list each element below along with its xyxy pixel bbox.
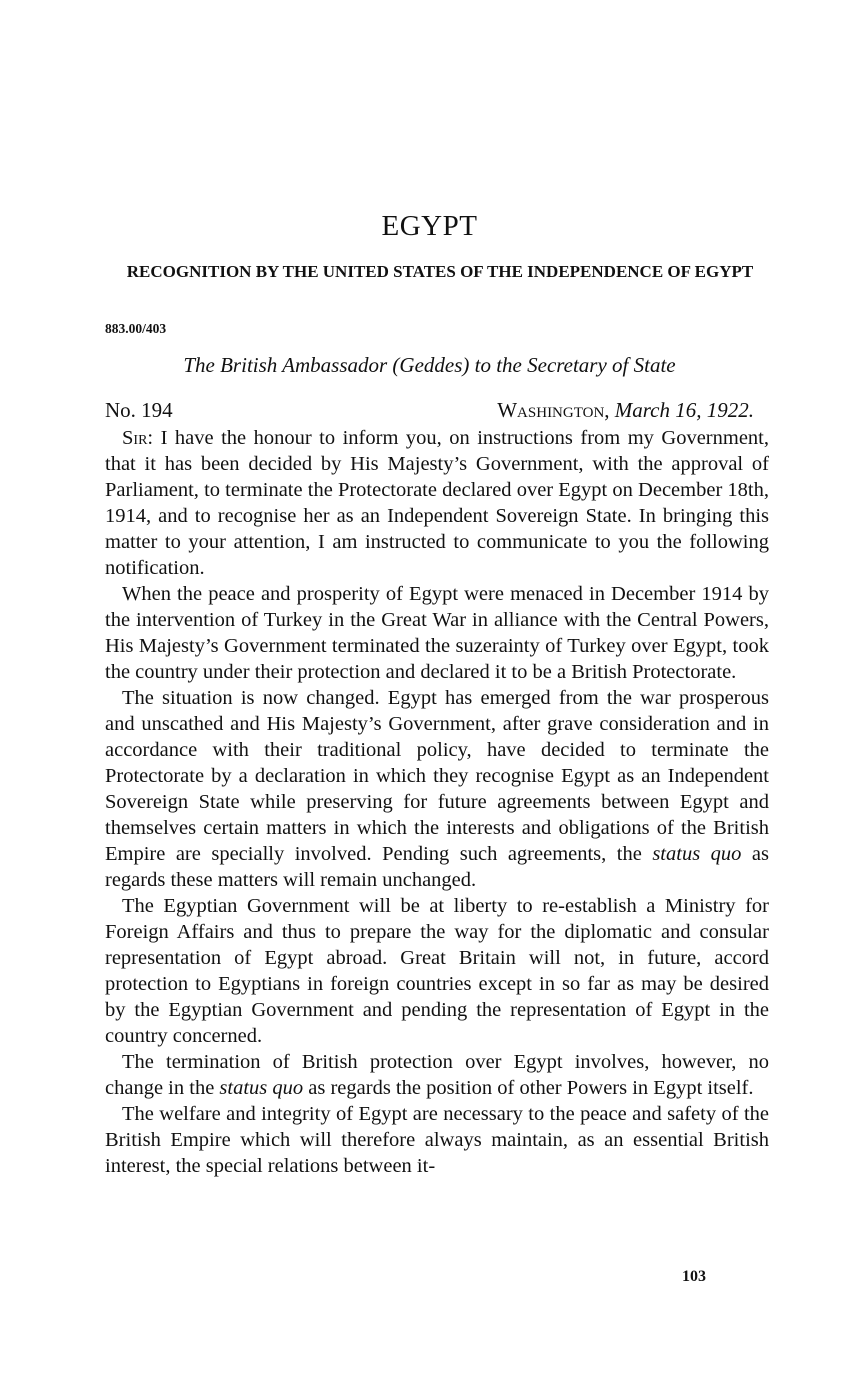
italic-phrase: status quo [219, 1077, 304, 1099]
document-subtitle: RECOGNITION BY THE UNITED STATES OF THE INDEPENDENCE OF EGYPT [126, 262, 754, 281]
salutation: Sir: [122, 427, 154, 449]
paragraph: The Egyptian Government will be at liberty to re-establish a Ministry for Foreign Affairs and thus to prepare the way for the diplomatic and consular representation of Egypt abroad. Great Britain will not, in future, accord protection to Egyptians in foreign countries except in so far as may be desired by the Egyptian Government and pending the representation of Egypt in the country concerned. [105, 895, 769, 1047]
paragraph-text: as regards these matters will remain unchanged. [105, 843, 769, 891]
paragraph-text: The termination of British protection over Egypt involves, however, no change in the [105, 1051, 769, 1099]
italic-phrase: status quo [652, 843, 742, 865]
dateline-date: March 16, 1922. [614, 398, 754, 422]
paragraph-text: The situation is now changed. Egypt has emerged from the war prosperous and unscathed and His Majesty’s Government, after grave consideration and in accordance with their traditional policy, have decided to terminate the Protectorate by a declaration in which they recognise Egypt as an Independent Sovereign State while preserving for future agreements between Egypt and themselves certain matters in which the interests and obligations of the British Empire are specially involved. Pending such agreements, the [105, 687, 769, 865]
file-number: 883.00/403 [105, 321, 167, 336]
paragraph [105, 425, 769, 581]
letter-number: No. 194 [105, 398, 173, 422]
page-number: 103 [682, 1268, 706, 1285]
paragraph [105, 1049, 769, 1101]
dateline [497, 398, 754, 423]
letter-heading: The British Ambassador (Geddes) to the Secretary of State [183, 353, 676, 377]
paragraph: The welfare and integrity of Egypt are necessary to the peace and safety of the British Empire which will therefore always maintain, as an essential British interest, the special relations between it- [105, 1103, 769, 1177]
document-title: EGYPT [381, 210, 478, 242]
letter-body [105, 425, 769, 1179]
paragraph-text: as regards the position of other Powers in Egypt itself. [303, 1077, 754, 1099]
dateline-place: Washington, [497, 398, 610, 422]
paragraph-text: I have the honour to inform you, on instructions from my Government, that it has been decided by His Majesty’s Government, with the approval of Parliament, to terminate the Protectorate declared over Egypt on December 18th, 1914, and to recognise her as an Independent Sovereign State. In bringing this matter to your attention, I am instructed to communicate to you the following notification. [105, 427, 769, 579]
paragraph: When the peace and prosperity of Egypt were menaced in December 1914 by the intervention of Turkey in the Great War in alliance with the Central Powers, His Majesty’s Government terminated the suzerainty of Turkey over Egypt, took the country under their protection and declared it to be a British Protectorate. [105, 583, 769, 683]
paragraph [105, 685, 769, 893]
